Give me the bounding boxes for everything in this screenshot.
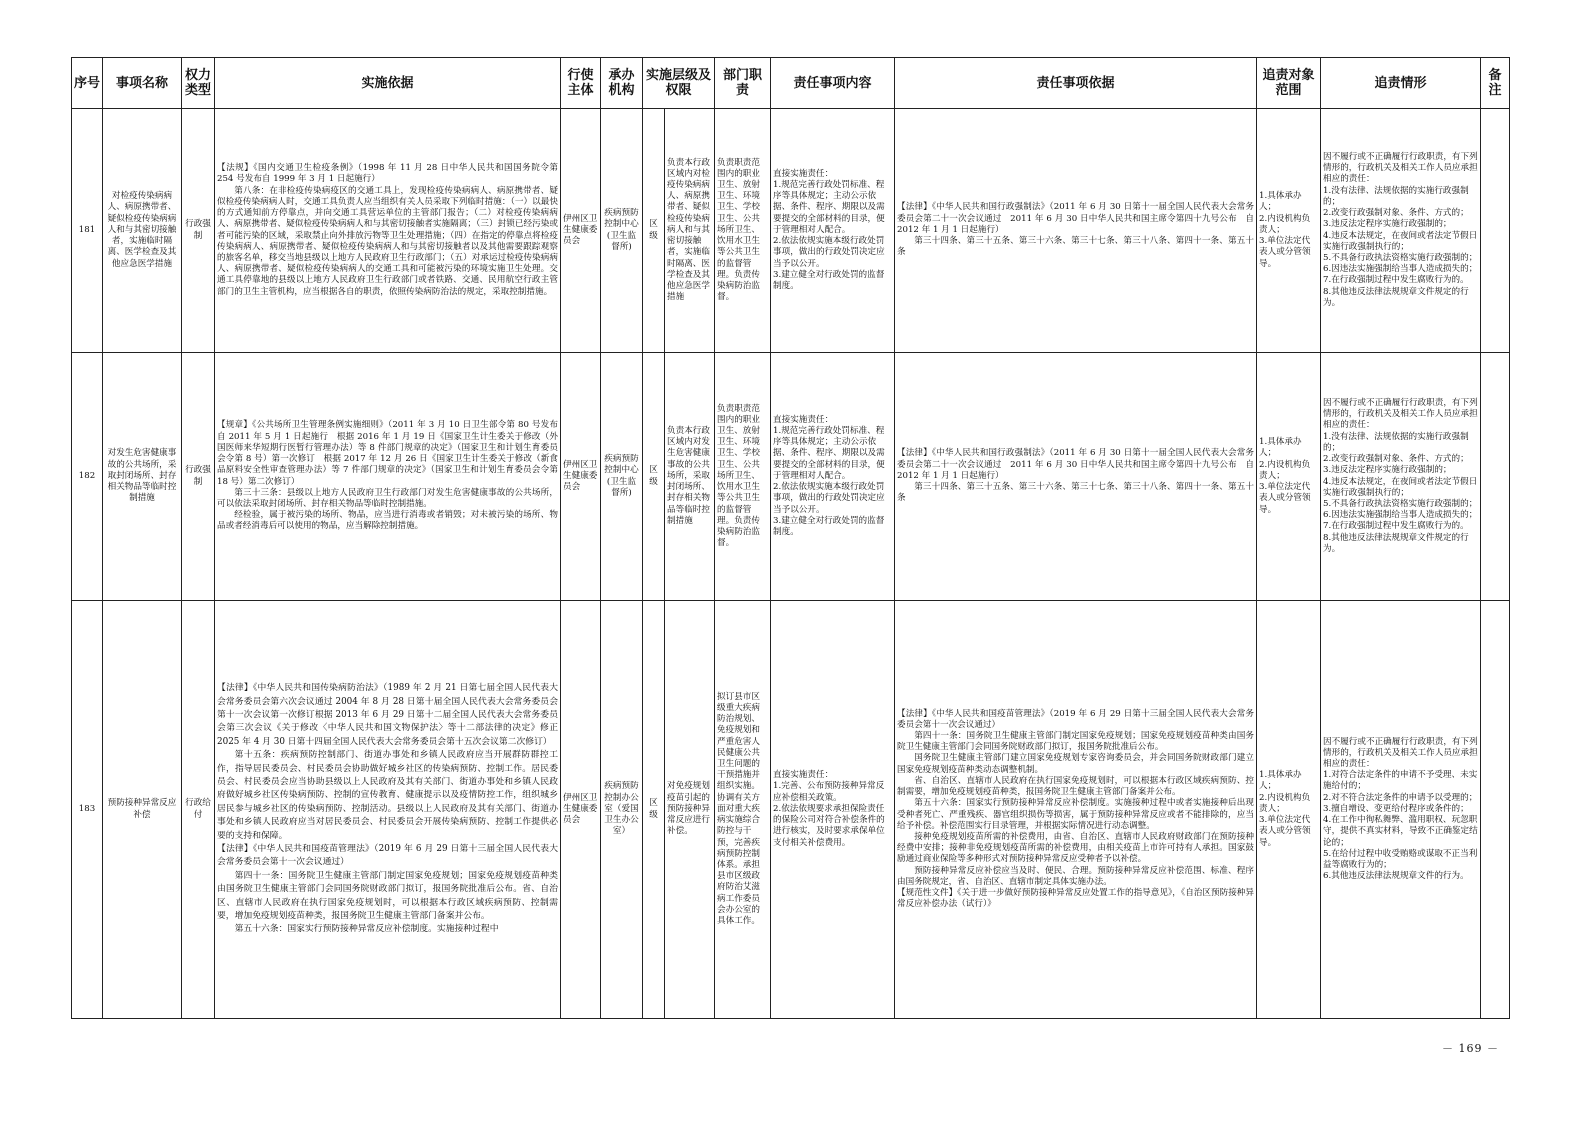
table-row [72, 353, 1510, 601]
row-item-name: 对发生危害健康事故的公共场所，采取封闭场所、封存相关物品等临时控制措施 [103, 353, 182, 601]
basis-paragraph: 第三十三条：县级以上地方人民政府卫生行政部门对发生危害健康事故的公共场所，可以依法采取封闭场所、封存相关物品等临时控制措施。 [217, 487, 558, 509]
resp-basis-paragraph: 第三十四条、第三十五条、第三十六条、第三十七条、第三十八条、第四十一条、第五十条 [897, 482, 1255, 504]
row-seq: 182 [72, 353, 103, 601]
row-basis [215, 601, 561, 1019]
row-seq: 183 [72, 601, 103, 1019]
row-level-power: 负责本行政区域内对发生危害健康事故的公共场所，采取封闭场所、封存相关物品等临时控制措施 [665, 353, 715, 601]
resp-basis-paragraph: 第五十六条：国家实行预防接种异常反应补偿制度。实施接种过程中或者实施接种后出现受种者死亡、严重残疾、器官组织损伤等损害，属于预防接种异常反应或者不能排除的，应当给予补偿。补偿范围实行目录管理，并根据实际情况进行动态调整。 [897, 798, 1255, 831]
table-row [72, 601, 1510, 1019]
basis-paragraph: 【法律】《中华人民共和国疫苗管理法》（2019 年 6 月 29 日第十三届全国人民代表大会常务委员会第十一次会议通过） [217, 844, 558, 868]
row-situation [1321, 601, 1481, 1019]
header-situation: 追责情形 [1321, 58, 1481, 109]
resp-basis-paragraph: 第四十一条：国务院卫生健康主管部门制定国家免疫规划；国家免疫规划疫苗种类由国务院卫生健康主管部门会同国务院财政部门拟订，报国务院批准后公布。 [897, 731, 1255, 753]
situation-text: 因不履行或不正确履行行政职责，有下列情形的，行政机关及相关工作人员应承担相应的责任： 1.没有法律、法规依据的实施行政强制的； 2.改变行政强制对象、条件、方式的； 3.违反法定程序实施行政强制的； 4.违反本法规定，在夜间或者法定节假日实施行政强制执行的； 5.不具备行政执法资格实施行政强制的； 6.因违法实施强制给当事人造成损失的； 7.在行政强制过程中发生腐败行为的。 8.其他违反法律法规规章文件规定的行为。 [1323, 398, 1478, 554]
row-situation [1321, 109, 1481, 353]
situation-text: 因不履行或不正确履行行政职责，有下列情形的，行政机关及相关工作人员应承担相应的责任： 1.没有法律、法规依据的实施行政强制的； 2.改变行政强制对象、条件、方式的； 3.违反法定程序实施行政强制的； 4.违反本法规定，在夜间或者法定节假日实施行政强制执行的； 5.不具备行政执法资格实施行政强制的； 6.因违法实施强制给当事人造成损失的； 7.在行政强制过程中发生腐败行为的。 8.其他违反法律法规规章文件规定的行为。 [1323, 152, 1478, 308]
row-resp-content [771, 353, 895, 601]
resp-basis-paragraph: 省、自治区、直辖市人民政府在执行国家免疫规划时，可以根据本行政区域疾病预防、控制需要，增加免疫规划疫苗种类，报国务院卫生健康主管部门备案并公布。 [897, 775, 1255, 798]
row-level-power: 对免疫规划疫苗引起的预防接种异常反应进行补偿。 [665, 601, 715, 1019]
row-basis [215, 353, 567, 601]
resp-basis-paragraph: 接种免疫规划疫苗所需的补偿费用，由省、自治区、直辖市人民政府财政部门在预防接种经费中安排；接种非免疫规划疫苗所需的补偿费用，由相关疫苗上市许可持有人承担。国家鼓励通过商业保险等多种形式对预防接种异常反应受种者予以补偿。 [897, 831, 1255, 865]
row-remark [1481, 109, 1510, 353]
basis-paragraph: 【法律】《中华人民共和国传染病防治法》（1989 年 2 月 21 日第七届全国人民代表大会常务委员会第六次会议通过 2004 年 8 月 28 日第十届全国人民代表大会常务委员会第十一次会议第一次修订根据 2013 年 6 月 29 日第十二届全国人民代表大会常务委员会第三次会议《关于修改〈中华人民共和国文物保护法〉等十二部法律的决定》修正 2025 年 4 月 30 日第十四届全国人民代表大会常务委员会第十五次会议第二次修订） [217, 683, 558, 747]
scope-text: 1.具体承办人； 2.内设机构负责人； 3.单位法定代表人或分管领导。 [1259, 770, 1311, 848]
header-resp-content: 责任事项内容 [771, 58, 895, 109]
row-subject: 伊州区卫生健康委员会 [561, 601, 601, 1019]
row-item-name: 对检疫传染病病人、病原携带者、疑似检疫传染病病人和与其密切接触者，实施临时隔离、医学检查及其他应急医学措施 [103, 109, 182, 353]
row-resp-content [771, 109, 895, 353]
header-power-type: 权力类型 [182, 58, 215, 109]
basis-paragraph: 第十五条：疾病预防控制部门、街道办事处和乡镇人民政府应当开展群防群控工作，指导居民委员会、村民委员会协助做好城乡社区的传染病预防、控制工作。居民委员会、村民委员会应当协助县级以上人民政府及其有关部门、街道办事处和乡镇人民政府做好城乡社区传染病预防、控制的宣传教育、健康提示以及疫情防控工作，组织城乡居民参与城乡社区的传染病预防、控制活动。县级以上人民政府及其有关部门、街道办事处和乡镇人民政府应当对居民委员会、村民委员会开展传染病预防、控制工作提供必要的支持和保障。 [217, 750, 558, 841]
basis-paragraph: 【规章】《公共场所卫生管理条例实施细则》（2011 年 3 月 10 日卫生部令第 80 号发布 自 2011 年 5 月 1 日起施行 根据 2016 年 1 月 19 日《国家卫生计生委关于修改（外国医师来华短期行医暂行管理办法）等 8 件部门规章的决定》（国家卫生和计划生育委员会令第 8 号）第一次修订 根据 2017 年 12 月 26 日《国家卫生计生委关于修改（新食品原料安全性审查管理办法）等 7 件部门规章的决定》（国家卫生和计划生育委员会令第 18 号）第二次修订） [217, 420, 567, 487]
row-org: 疾病预防控制办公室（爱国卫生办公室） [601, 601, 643, 1019]
row-level: 区级 [643, 109, 665, 353]
header-basis: 实施依据 [215, 58, 561, 109]
scope-text: 1.具体承办人； 2.内设机构负责人； 3.单位法定代表人或分管领导。 [1259, 191, 1311, 269]
responsibility-table [71, 57, 1510, 1019]
resp-content-text: 直接实施责任： 1.规范完善行政处罚标准、程序等具体规定；主动公示依据、条件、程序、期限以及需要提交的全部材料的目录，便于管理相对人配合。 2.依法依规实施本级行政处罚事项，做出的行政处罚决定应当予以公开。 3.建立健全对行政处罚的监督制度。 [773, 168, 885, 291]
row-level: 区级 [643, 601, 665, 1019]
page-number: － 169 － [1442, 1042, 1499, 1055]
basis-paragraph: 第五十六条：国家实行预防接种异常反应补偿制度。实施接种过程中 [234, 924, 499, 935]
basis-paragraph: 【法规】《国内交通卫生检疫条例》（1998 年 11 月 28 日中华人民共和国国务院令第 254 号发布自 1999 年 3 月 1 日起施行） [217, 163, 558, 185]
row-level: 区级 [643, 353, 665, 601]
row-item-name: 预防接种异常反应补偿 [103, 601, 182, 1019]
row-scope [1257, 353, 1321, 601]
resp-basis-paragraph: 第三十四条、第三十五条、第三十六条、第三十七条、第三十八条、第四十一条、第五十条 [897, 236, 1255, 258]
row-org: 疾病预防控制中心(卫生监督所) [601, 353, 643, 601]
row-duty: 负责职责范围内的职业卫生、放射卫生、环境卫生、学校卫生、公共场所卫生、饮用水卫生等公共卫生的监督管理。负责传染病防治监督。 [715, 353, 771, 601]
scope-text: 1.具体承办人； 2.内设机构负责人； 3.单位法定代表人或分管领导。 [1259, 437, 1311, 515]
header-seq: 序号 [72, 58, 103, 109]
row-power-type: 行政强制 [182, 109, 215, 353]
row-org: 疾病预防控制中心(卫生监督所) [601, 109, 643, 353]
header-row [72, 58, 1510, 109]
resp-basis-paragraph: 预防接种异常反应补偿应当及时、便民、合理。预防接种异常反应补偿范围、标准、程序由国务院规定，省、自治区、直辖市制定具体实施办法。 [897, 865, 1255, 887]
header-level: 实施层级及权限 [643, 58, 715, 109]
row-resp-basis [895, 353, 1257, 601]
row-resp-content [771, 601, 895, 1019]
header-subject: 行使主体 [561, 58, 601, 109]
row-duty: 负责职责范围内的职业卫生、放射卫生、环境卫生、学校卫生、公共场所卫生、饮用水卫生等公共卫生的监督管理。负责传染病防治监督。 [715, 109, 771, 353]
header-scope: 追责对象范围 [1257, 58, 1321, 109]
header-item-name: 事项名称 [103, 58, 182, 109]
row-resp-basis [895, 109, 1257, 353]
resp-basis-paragraph: 【规范性文件】《关于进一步做好预防接种异常反应处置工作的指导意见》，《自治区预防接种异常反应补偿办法（试行）》 [897, 887, 1255, 910]
basis-paragraph: 第八条：在非检疫传染病疫区的交通工具上，发现检疫传染病病人、病原携带者、疑似检疫传染病病人时，交通工具负责人应当组织有关人员采取下列临时措施：（一）以最快的方式通知前方停靠点，并向交通工具营运单位的主管部门报告；（二）对检疫传染病病人、病原携带者、疑似检疫传染病病人和与其密切接触者实施隔离；（三）封锁已经污染或者可能污染的区域，采取禁止向外排放污物等卫生处理措施；（四）在指定的停靠点将检疫传染病病人、病原携带者、疑似检疫传染病病人和与其密切接触者以及其他需要跟踪观察的旅客名单，移交当地县级以上地方人民政府卫生行政部门；（五）对承运过检疫传染病病人、病原携带者、疑似检疫传染病病人的交通工具和可能被污染的环境实施卫生处理。交通工具停靠地的县级以上地方人民政府卫生行政部门或者铁路、交通、民用航空行政主管部门的卫生主管机构，应当根据各自的职责，依照传染病防治法的规定，采取控制措施。 [217, 185, 558, 297]
row-situation [1321, 353, 1481, 601]
basis-paragraph: 经检验，属于被污染的场所、物品，应当进行消毒或者销毁；对未被污染的场所、物品或者经消毒后可以使用的物品，应当解除控制措施。 [217, 510, 558, 532]
row-subject: 伊州区卫生健康委员会 [561, 109, 601, 353]
row-scope [1257, 601, 1321, 1019]
row-duty: 拟订县市区级重大疾病防治规划、免疫规划和严重危害人民健康公共卫生问题的干预措施并组织实施。协调有关方面对重大疾病实施综合防控与干预，完善疾病预防控制体系。承担县市区级政府防治艾滋病工作委员会办公室的具体工作。 [715, 601, 771, 1019]
resp-basis-paragraph: 【法律】《中华人民共和国疫苗管理法》（2019 年 6 月 29 日第十三届全国人民代表大会常务委员会第十一次会议通过） [897, 708, 1255, 730]
row-scope [1257, 109, 1321, 353]
table-row [72, 109, 1510, 353]
row-resp-basis [895, 601, 1257, 1019]
resp-basis-paragraph: 国务院卫生健康主管部门建立国家免疫规划专家咨询委员会，并会同国务院财政部门建立国家免疫规划疫苗种类动态调整机制。 [897, 753, 1255, 775]
row-remark [1481, 601, 1510, 1019]
resp-content-text: 直接实施责任： 1.规范完善行政处罚标准、程序等具体规定；主动公示依据、条件、程序、期限以及需要提交的全部材料的目录，便于管理相对人配合。 2.依法依规实施本级行政处罚事项，做出的行政处罚决定应当予以公开。 3.建立健全对行政处罚的监督制度。 [773, 414, 885, 537]
resp-content-text: 直接实施责任： 1.完善、公布预防接种异常反应补偿相关政策。 2.依法依规要求承担保险责任的保险公司对符合补偿条件的进行核实，及时要求承保单位支付相关补偿费用。 [773, 770, 885, 848]
row-power-type: 行政给付 [182, 601, 215, 1019]
row-power-type: 行政强制 [182, 353, 215, 601]
row-level-power: 负责本行政区域内对检疫传染病病人、病原携带者、疑似检疫传染病病人和与其密切接触者，实施临时隔离、医学检查及其他应急医学措施 [665, 109, 715, 353]
header-duty: 部门职责 [715, 58, 771, 109]
resp-basis-paragraph: 【法律】《中华人民共和国行政强制法》（2011 年 6 月 30 日第十一届全国人民代表大会常务委员会第二十一次会议通过 2011 年 6 月 30 日中华人民共和国主席令第四十九号公布 自 2012 年 1 月 1 日起施行） [897, 202, 1255, 235]
row-seq: 181 [72, 109, 103, 353]
row-remark [1481, 353, 1510, 601]
situation-text: 因不履行或不正确履行行政职责，有下列情形的，行政机关及相关工作人员应承担相应的责任： 1.对符合法定条件的申请不予受理、未实施给付的； 2.对不符合法定条件的申请予以受理的； 3.擅自增设、变更给付程序或条件的； 4.在工作中徇私舞弊、滥用职权、玩忽职守，提供不真实材料，导致不正确鉴定结论的； 5.在给付过程中收受贿赂或谋取不正当利益等腐败行为的； 6.其他违反法律法规规章文件的行为。 [1323, 736, 1478, 882]
header-org: 承办机构 [601, 58, 643, 109]
header-remark: 备注 [1481, 58, 1510, 109]
header-resp-basis: 责任事项依据 [895, 58, 1257, 109]
resp-basis-paragraph: 【法律】《中华人民共和国行政强制法》（2011 年 6 月 30 日第十一届全国人民代表大会常务委员会第二十一次会议通过 2011 年 6 月 30 日中华人民共和国主席令第四十九号公布 自 2012 年 1 月 1 日起施行） [897, 448, 1255, 481]
basis-paragraph: 第四十一条：国务院卫生健康主管部门制定国家免疫规划；国家免疫规划疫苗种类由国务院卫生健康主管部门会同国务院财政部门拟订，报国务院批准后公布。省、自治区、直辖市人民政府在执行国家免疫规划时，可以根据本行政区域疾病预防、控制需要，增加免疫规划疫苗种类，报国务院卫生健康主管部门备案并公布。 [217, 870, 558, 922]
row-subject: 伊州区卫生健康委员会 [561, 353, 601, 601]
row-basis [215, 109, 561, 353]
